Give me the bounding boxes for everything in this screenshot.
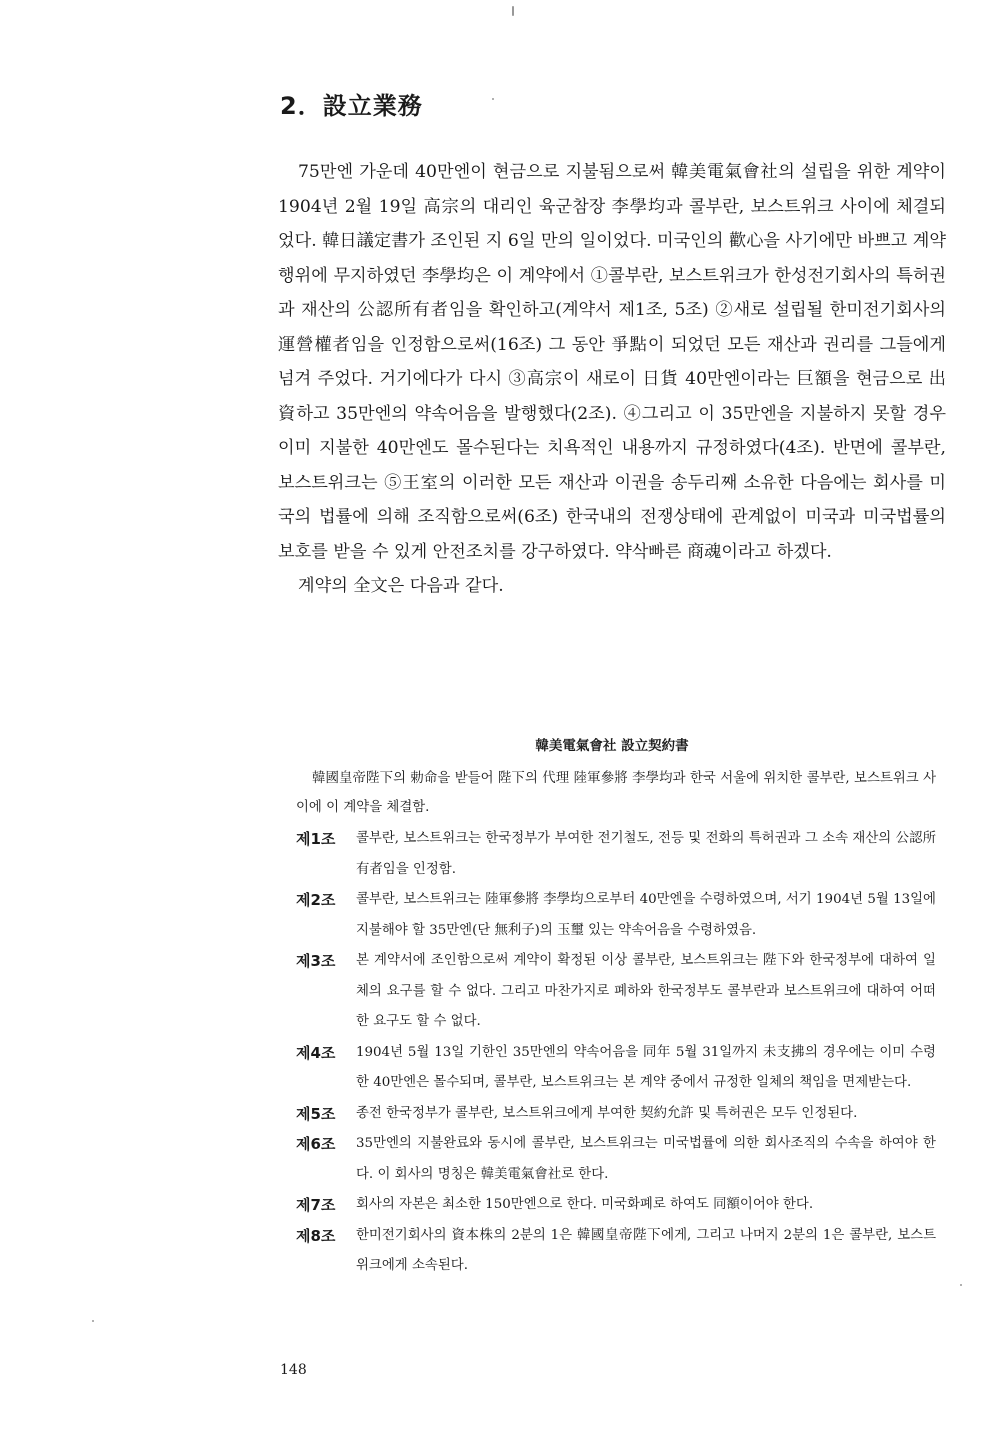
- article-text: 콜부란, 보스트위크는 陸軍參將 李學均으로부터 40만엔을 수령하였으며, 서기 1904년 5월 13일에 지불해야 할 35만엔(단 無利子)의 玉璽 있는 약속어음을 수령하였음.: [356, 892, 936, 938]
- article-text: 종전 한국정부가 콜부란, 보스트위크에게 부여한 契約允許 및 특허권은 모두 인정된다.: [356, 1105, 858, 1121]
- contract-article: [296, 1190, 936, 1221]
- article-number: 제5조: [296, 1104, 336, 1123]
- article-number: 제7조: [296, 1196, 336, 1214]
- scan-speck: [960, 1284, 962, 1286]
- article-number: 제8조: [296, 1226, 336, 1245]
- contract-article: [296, 885, 936, 946]
- article-text: 콜부란, 보스트위크는 한국정부가 부여한 전기철도, 전등 및 전화의 특허권과 그 소속 재산의 公認所有者임을 인정함.: [356, 831, 936, 877]
- article-number: 제4조: [296, 1043, 336, 1062]
- body-text: [278, 155, 946, 604]
- article-text: 본 계약서에 조인함으로써 계약이 확정된 이상 콜부란, 보스트위크는 陛下와 한국정부에 대하여 일체의 요구를 할 수 없다. 그리고 마찬가지로 폐하와 한국정부도 콜부란과 보스트위크에 대하여 어떠한 요구도 할 수 없다.: [356, 953, 936, 1029]
- contract-articles: [296, 824, 936, 1282]
- article-number: 제3조: [296, 952, 336, 970]
- article-text: 1904년 5월 13일 기한인 35만엔의 약속어음을 同年 5월 31일까지 未支拂의 경우에는 이미 수령한 40만엔은 몰수되며, 콜부란, 보스트위크는 본 계약 중에서 규정한 일체의 책임을 면제받는다.: [356, 1044, 936, 1090]
- article-text: 회사의 자본은 최소한 150만엔으로 한다. 미국화폐로 하여도 同額이어야 한다.: [356, 1197, 814, 1212]
- article-text: 35만엔의 지불완료와 동시에 콜부란, 보스트위크는 미국법률에 의한 회사조직의 수속을 하여야 한다. 이 회사의 명칭은 韓美電氣會社로 한다.: [356, 1136, 936, 1182]
- scan-speck: [92, 1320, 94, 1322]
- body-paragraph-1: 75만엔 가운데 40만엔이 현금으로 지불됨으로써 韓美電氣會社의 설립을 위한 계약이 1904년 2월 19일 高宗의 대리인 육군참장 李學均과 콜부란, 보스트위크 사이에 체결되었다. 韓日議定書가 조인된 지 6일 만의 일이었다. 미국인의 歡心을 사기에만 바쁘고 계약행위에 무지하였던 李學均은 이 계약에서 ①콜부란, 보스트위크가 한성전기회사의 특허권과 재산의 公認所有者임을 확인하고(계약서 제1조, 5조) ②새로 설립될 한미전기회사의 運營權者임을 인정함으로써(16조) 그 동안 爭點이 되었던 모든 재산과 권리를 그들에게 넘겨 주었다. 거기에다가 다시 ③高宗이 새로이 日貨 40만엔이라는 巨額을 현금으로 出資하고 35만엔의 약속어음을 발행했다(2조). ④그리고 이 35만엔을 지불하지 못할 경우 이미 지불한 40만엔도 몰수된다는 치욕적인 내용까지 규정하였다(4조). 반면에 콜부란, 보스트위크는 ⑤王室의 이러한 모든 재산과 이권을 송두리째 소유한 다음에는 회사를 미국의 법률에 의해 조직함으로써(6조) 한국내의 전쟁상태에 관계없이 미국과 미국법률의 보호를 받을 수 있게 안전조치를 강구하였다. 약삭빠른 商魂이라고 하겠다.: [278, 162, 946, 562]
- contract-article: [296, 1038, 936, 1099]
- scan-speck: [512, 6, 514, 16]
- contract-article: [296, 1221, 936, 1282]
- article-number: 제6조: [296, 1135, 336, 1153]
- page-number: 148: [280, 1362, 307, 1378]
- contract-article: [296, 1099, 936, 1130]
- contract-article: [296, 1129, 936, 1190]
- body-paragraph-2: 계약의 全文은 다음과 같다.: [298, 576, 504, 596]
- contract-preamble: [296, 764, 936, 822]
- contract-title: 韓美電氣會社 設立契約書: [535, 738, 689, 754]
- article-number: 제2조: [296, 891, 336, 909]
- scan-speck: [492, 98, 494, 100]
- section-title: 2．設立業務: [280, 92, 423, 120]
- contract-article: [296, 824, 936, 885]
- article-number: 제1조: [296, 830, 336, 848]
- article-text: 한미전기회사의 資本株의 2분의 1은 韓國皇帝陛下에게, 그리고 나머지 2분의 1은 콜부란, 보스트위크에게 소속된다.: [356, 1227, 936, 1273]
- contract-article: [296, 946, 936, 1038]
- contract-preamble-text: 韓國皇帝陛下의 勅命을 받들어 陛下의 代理 陸軍參將 李學均과 한국 서울에 위치한 콜부란, 보스트위크 사이에 이 계약을 체결함.: [296, 771, 936, 815]
